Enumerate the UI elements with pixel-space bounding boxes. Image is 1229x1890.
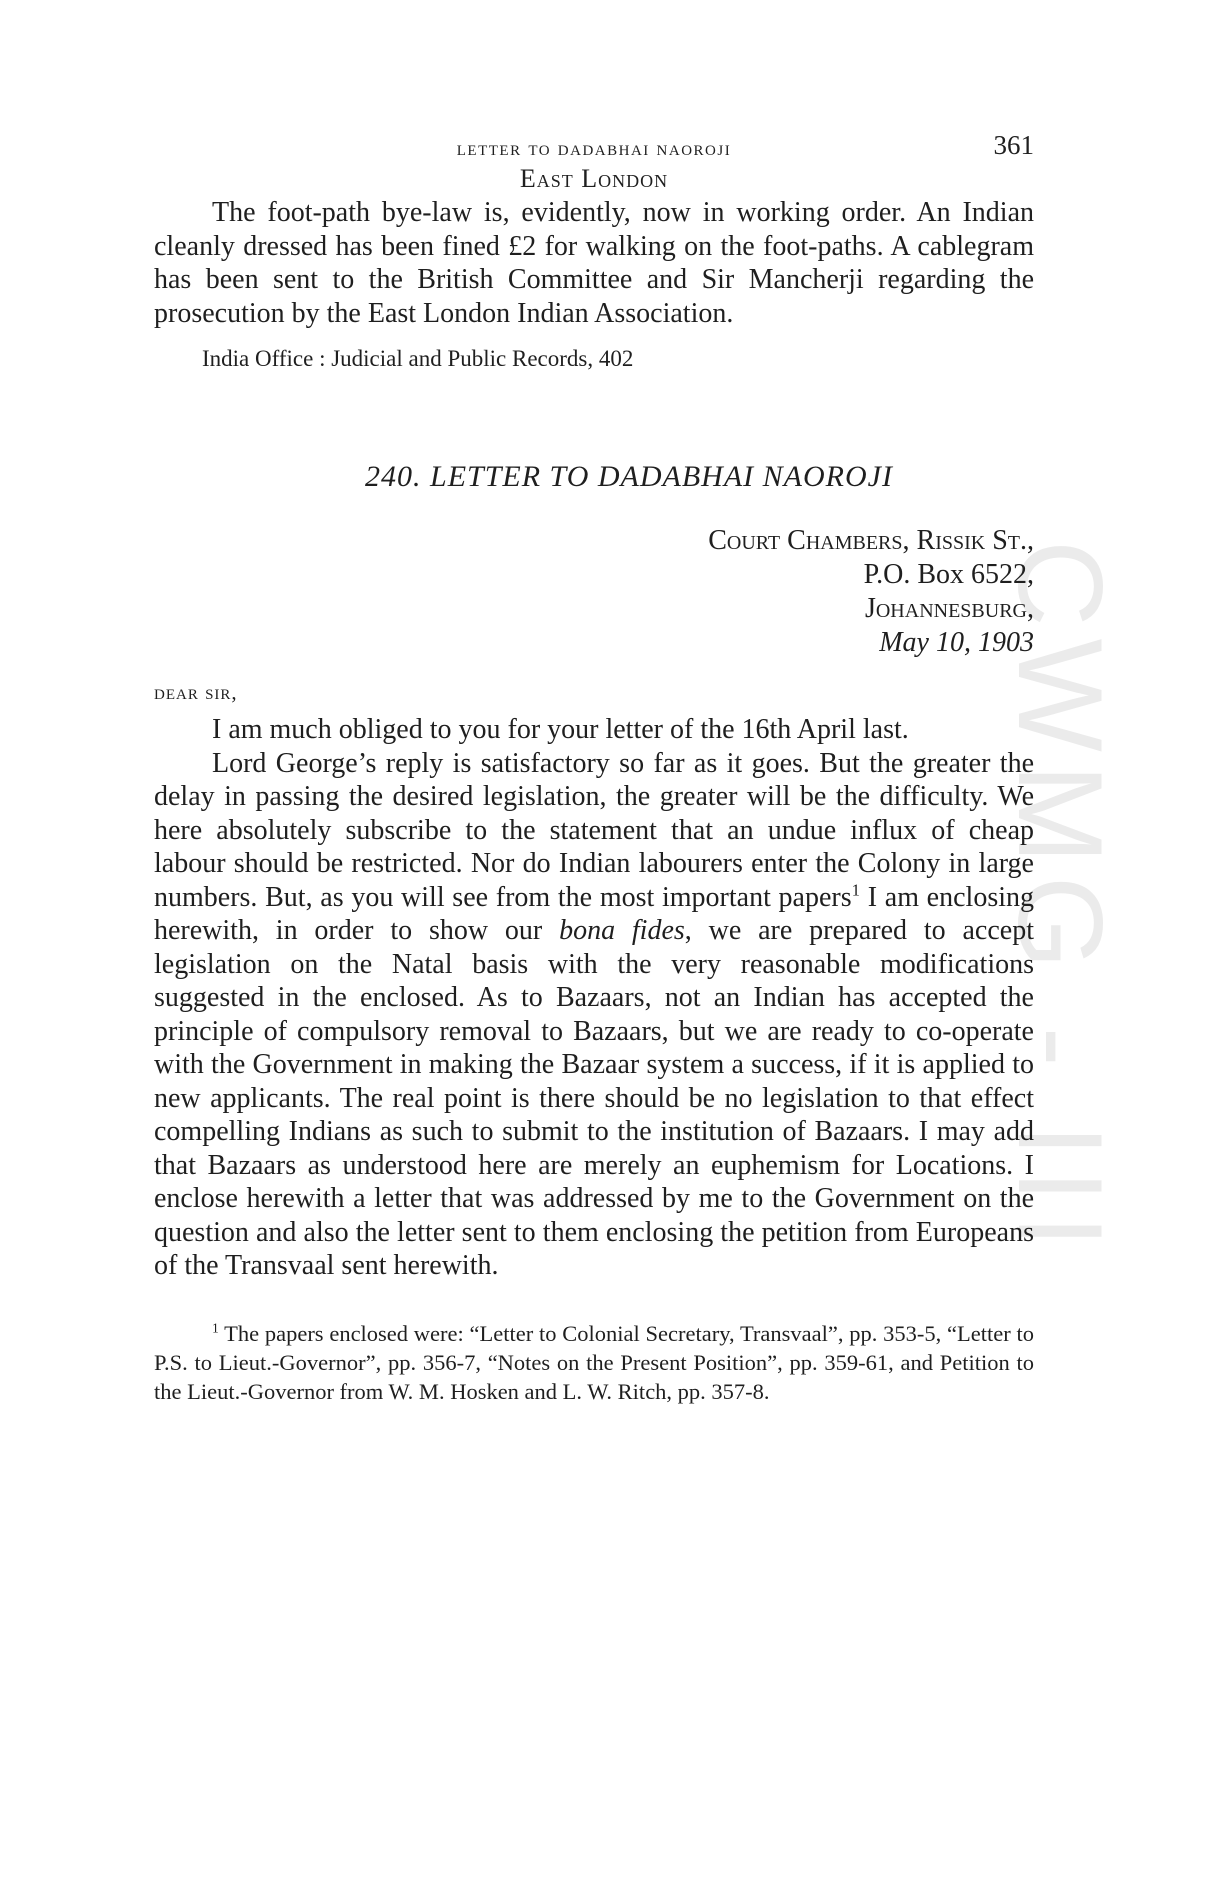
italic-phrase: bona fides [559,915,685,946]
address-line: Court Chambers, Rissik St., [708,525,1034,556]
source-citation: India Office : Judicial and Public Records, 402 [202,346,634,371]
address-line: Johannesburg, [864,593,1034,624]
footnote-reference: 1 [851,880,861,900]
paragraph-text: I am enclosing herewith, in order to show our [154,881,1034,946]
letter-date: May 10, 1903 [879,627,1034,658]
salutation: dear sir, [154,680,238,704]
running-header [154,120,1034,160]
running-title: letter to dadabhai naoroji [456,136,732,160]
footnote-text: The papers enclosed were: “Letter to Colonial Secretary, Transvaal”, pp. 353-5, “Letter to P.S. to Lieut.-Governor”, pp. 356-7, “Notes on the Present Position”, pp. 359-61, and Petition to the Lieut.-Governor from W. M. Hosken and L. W. Ritch, pp. 357-8. [154,1320,1034,1404]
paragraph-text: , we are prepared to accept legislation on the Natal basis with the very reasonable modifications suggested in the enclosed. As to Bazaars, not an Indian has accepted the principle of compulsory removal to Bazaars, but we are ready to co-operate with the Government in making the Bazaar system a success, if it is applied to new applicants. The real point is there should be no legislation to that effect compelling Indians as such to submit to the institution of Bazaars. I may add that Bazaars as understood here are merely an euphemism for Locations. I enclose herewith a letter that was addressed by me to the Government on the question and also the letter sent to them enclosing the petition from Europeans of the Transvaal sent herewith. [154,915,1034,1281]
place-heading: East London [519,164,669,193]
document-heading: 240. LETTER TO DADABHAI NAOROJI [365,460,893,493]
prev-section-paragraph: The foot-path bye-law is, evidently, now in working order. An Indian cleanly dressed has been fined £2 for walking on the foot-paths. A cablegram has been sent to the British Committee and Sir Mancherji regarding the prosecution by the East London Indian Association. [154,197,1034,329]
footnote [154,1319,1034,1406]
letter-paragraph: I am much obliged to you for your letter of the 16th April last. [212,714,909,745]
paragraph-text: Lord George’s reply is satisfactory so far as it goes. But the greater the delay in passing the desired legislation, the greater will be the difficulty. We here absolutely subscribe to the statement that an undue influx of cheap labour should be restricted. Nor do Indian labourers enter the Colony in large numbers. But, as you will see from the most important papers [154,747,1034,913]
letter-address [154,524,1034,660]
letter-paragraph [154,747,1034,1283]
watermark: CWMG - III [993,540,1127,1260]
page-number: 361 [993,130,1034,160]
footnote-marker: 1 [212,1320,219,1335]
page-content [154,120,1034,1406]
address-line: P.O. Box 6522, [863,559,1034,590]
